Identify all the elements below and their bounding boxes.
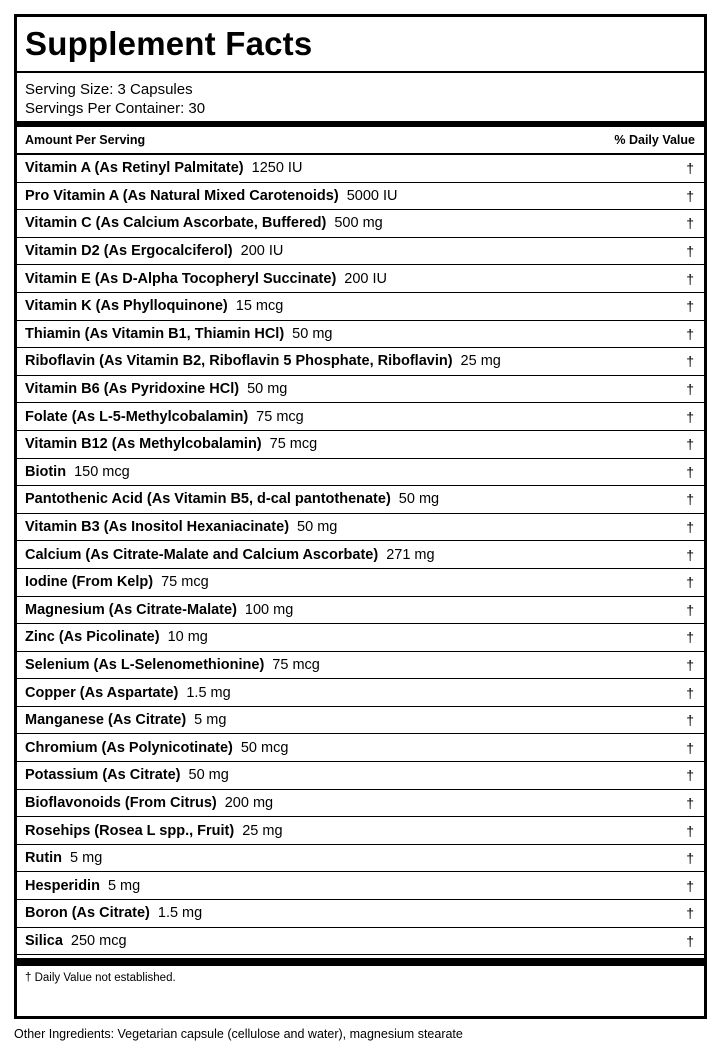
nutrient-row bbox=[17, 817, 704, 845]
nutrient-row bbox=[17, 514, 704, 542]
daily-value: † bbox=[686, 712, 694, 729]
daily-value: † bbox=[686, 767, 694, 784]
nutrient-row bbox=[17, 155, 704, 183]
nutrient-entry bbox=[25, 298, 283, 314]
nutrient-name: Thiamin (As Vitamin B1, Thiamin HCl) bbox=[25, 325, 285, 342]
nutrient-row bbox=[17, 928, 704, 956]
nutrient-entry bbox=[25, 685, 231, 701]
nutrient-amount: 75 mcg bbox=[161, 574, 209, 591]
nutrient-name: Riboflavin (As Vitamin B2, Riboflavin 5 Phosphate, Riboflavin) bbox=[25, 353, 453, 370]
nutrient-row bbox=[17, 762, 704, 790]
nutrient-row bbox=[17, 265, 704, 293]
nutrient-amount: 50 mg bbox=[398, 491, 440, 508]
nutrient-entry bbox=[25, 188, 397, 204]
daily-value: † bbox=[686, 353, 694, 370]
daily-value: † bbox=[686, 794, 694, 811]
daily-value: † bbox=[686, 408, 694, 425]
nutrient-row bbox=[17, 210, 704, 238]
nutrient-amount: 5 mg bbox=[107, 877, 141, 894]
daily-value: † bbox=[686, 325, 694, 342]
nutrient-entry bbox=[25, 353, 501, 369]
nutrient-amount: 1.5 mg bbox=[157, 905, 203, 922]
nutrient-name: Pro Vitamin A (As Natural Mixed Carotenoids) bbox=[25, 187, 339, 204]
thick-divider-bottom bbox=[17, 958, 704, 966]
nutrient-amount: 100 mg bbox=[244, 601, 294, 618]
daily-value: † bbox=[686, 187, 694, 204]
nutrient-row bbox=[17, 845, 704, 873]
nutrient-name: Copper (As Aspartate) bbox=[25, 684, 179, 701]
nutrient-entry bbox=[25, 215, 383, 231]
nutrient-entry bbox=[25, 823, 283, 839]
daily-value: † bbox=[686, 684, 694, 701]
daily-value: † bbox=[686, 877, 694, 894]
nutrient-amount: 25 mg bbox=[242, 822, 283, 839]
nutrient-row bbox=[17, 900, 704, 928]
nutrient-entry bbox=[25, 326, 332, 342]
daily-value: † bbox=[686, 436, 694, 453]
nutrient-entry bbox=[25, 933, 127, 949]
nutrient-name: Vitamin A (As Retinyl Palmitate) bbox=[25, 160, 244, 177]
nutrient-row bbox=[17, 431, 704, 459]
nutrient-name: Folate (As L-5-Methylcobalamin) bbox=[25, 408, 249, 425]
daily-value: † bbox=[686, 463, 694, 480]
nutrient-name: Rutin bbox=[25, 850, 63, 867]
nutrient-name: Hesperidin bbox=[25, 877, 100, 894]
nutrient-entry bbox=[25, 657, 320, 673]
nutrient-row bbox=[17, 183, 704, 211]
nutrient-row bbox=[17, 348, 704, 376]
daily-value: † bbox=[686, 215, 694, 232]
nutrient-amount: 200 IU bbox=[344, 270, 388, 287]
nutrient-name: Bioflavonoids (From Citrus) bbox=[25, 794, 217, 811]
nutrient-row bbox=[17, 652, 704, 680]
daily-value: † bbox=[686, 656, 694, 673]
nutrient-row bbox=[17, 679, 704, 707]
nutrient-name: Potassium (As Citrate) bbox=[25, 767, 181, 784]
nutrient-name: Selenium (As L-Selenomethionine) bbox=[25, 656, 265, 673]
nutrient-row bbox=[17, 872, 704, 900]
nutrient-amount: 50 mg bbox=[188, 767, 229, 784]
daily-value: † bbox=[686, 491, 694, 508]
nutrient-amount: 75 mcg bbox=[256, 408, 304, 425]
nutrient-name: Manganese (As Citrate) bbox=[25, 712, 187, 729]
daily-value: † bbox=[686, 905, 694, 922]
daily-value: † bbox=[686, 822, 694, 839]
nutrient-amount: 250 mcg bbox=[70, 932, 127, 949]
nutrient-entry bbox=[25, 629, 208, 645]
daily-value: † bbox=[686, 381, 694, 398]
nutrient-name: Vitamin C (As Calcium Ascorbate, Buffered) bbox=[25, 215, 327, 232]
nutrient-entry bbox=[25, 547, 435, 563]
nutrient-amount: 75 mcg bbox=[269, 436, 318, 453]
nutrient-entry bbox=[25, 740, 288, 756]
nutrient-row bbox=[17, 707, 704, 735]
nutrient-name: Vitamin B3 (As Inositol Hexaniacinate) bbox=[25, 519, 290, 536]
nutrient-name: Biotin bbox=[25, 463, 67, 480]
nutrient-name: Boron (As Citrate) bbox=[25, 905, 150, 922]
serving-info bbox=[17, 73, 704, 121]
nutrient-row bbox=[17, 376, 704, 404]
nutrient-row bbox=[17, 734, 704, 762]
supplement-facts-panel bbox=[14, 14, 707, 1019]
nutrient-name: Vitamin K (As Phylloquinone) bbox=[25, 298, 228, 315]
daily-value: † bbox=[686, 850, 694, 867]
nutrient-amount: 75 mcg bbox=[272, 656, 320, 673]
daily-value: † bbox=[686, 739, 694, 756]
daily-value: † bbox=[686, 546, 694, 563]
nutrient-name: Vitamin D2 (As Ergocalciferol) bbox=[25, 243, 233, 260]
nutrient-entry bbox=[25, 491, 439, 507]
nutrient-name: Calcium (As Citrate-Malate and Calcium Ascorbate) bbox=[25, 546, 379, 563]
nutrient-amount: 50 mg bbox=[247, 381, 288, 398]
nutrient-amount: 1250 IU bbox=[251, 160, 303, 177]
nutrient-entry bbox=[25, 160, 302, 176]
column-header bbox=[17, 127, 704, 155]
daily-value: † bbox=[686, 270, 694, 287]
nutrient-amount: 10 mg bbox=[167, 629, 208, 646]
nutrient-entry bbox=[25, 767, 229, 783]
servings-per-container: Servings Per Container: 30 bbox=[25, 100, 206, 117]
daily-value: † bbox=[686, 574, 694, 591]
nutrient-row bbox=[17, 624, 704, 652]
nutrient-list bbox=[17, 155, 704, 955]
nutrient-amount: 500 mg bbox=[334, 215, 383, 232]
nutrient-entry bbox=[25, 409, 304, 425]
nutrient-amount: 271 mg bbox=[386, 546, 435, 563]
nutrient-row bbox=[17, 569, 704, 597]
nutrient-row bbox=[17, 403, 704, 431]
nutrient-amount: 50 mcg bbox=[240, 739, 289, 756]
nutrient-name: Magnesium (As Citrate-Malate) bbox=[25, 601, 237, 618]
nutrient-name: Rosehips (Rosea L spp., Fruit) bbox=[25, 822, 235, 839]
daily-value: † bbox=[686, 601, 694, 618]
nutrient-name: Zinc (As Picolinate) bbox=[25, 629, 160, 646]
other-ingredients: Other Ingredients: Vegetarian capsule (cellulose and water), magnesium stearate bbox=[14, 1027, 463, 1041]
nutrient-amount: 150 mcg bbox=[74, 463, 130, 480]
amount-per-serving-label: Amount Per Serving bbox=[25, 133, 146, 147]
daily-value: † bbox=[686, 519, 694, 536]
nutrient-amount: 50 mg bbox=[292, 325, 333, 342]
nutrient-entry bbox=[25, 271, 387, 287]
nutrient-amount: 5 mg bbox=[194, 712, 227, 729]
nutrient-row bbox=[17, 486, 704, 514]
nutrient-amount: 1.5 mg bbox=[186, 684, 231, 701]
nutrient-name: Iodine (From Kelp) bbox=[25, 574, 154, 591]
nutrient-name: Vitamin B6 (As Pyridoxine HCl) bbox=[25, 381, 240, 398]
nutrient-amount: 15 mcg bbox=[235, 298, 284, 315]
nutrient-entry bbox=[25, 519, 337, 535]
nutrient-name: Vitamin E (As D-Alpha Tocopheryl Succinate) bbox=[25, 270, 337, 287]
nutrient-name: Vitamin B12 (As Methylcobalamin) bbox=[25, 436, 262, 453]
daily-value: † bbox=[686, 932, 694, 949]
daily-value-label: % Daily Value bbox=[614, 133, 695, 147]
nutrient-row bbox=[17, 238, 704, 266]
footnote: † Daily Value not established. bbox=[25, 972, 176, 985]
daily-value: † bbox=[686, 160, 694, 177]
nutrient-name: Silica bbox=[25, 932, 63, 949]
nutrient-entry bbox=[25, 712, 226, 728]
nutrient-entry bbox=[25, 905, 202, 921]
nutrient-amount: 200 IU bbox=[240, 243, 284, 260]
nutrient-entry bbox=[25, 878, 140, 894]
nutrient-amount: 50 mg bbox=[297, 519, 338, 536]
nutrient-entry bbox=[25, 436, 317, 452]
nutrient-entry bbox=[25, 243, 283, 259]
daily-value: † bbox=[686, 243, 694, 260]
panel-title: Supplement Facts bbox=[25, 25, 313, 62]
nutrient-name: Chromium (As Polynicotinate) bbox=[25, 739, 233, 756]
nutrient-row bbox=[17, 459, 704, 487]
nutrient-row bbox=[17, 541, 704, 569]
nutrient-amount: 25 mg bbox=[460, 353, 501, 370]
nutrient-row bbox=[17, 597, 704, 625]
nutrient-entry bbox=[25, 850, 102, 866]
nutrient-row bbox=[17, 790, 704, 818]
nutrient-row bbox=[17, 293, 704, 321]
nutrient-entry bbox=[25, 464, 130, 480]
nutrient-entry bbox=[25, 795, 273, 811]
nutrient-amount: 200 mg bbox=[224, 794, 274, 811]
serving-size: Serving Size: 3 Capsules bbox=[25, 81, 193, 98]
nutrient-entry bbox=[25, 574, 209, 590]
nutrient-entry bbox=[25, 602, 293, 618]
nutrient-row bbox=[17, 321, 704, 349]
nutrient-amount: 5000 IU bbox=[346, 187, 398, 204]
nutrient-name: Pantothenic Acid (As Vitamin B5, d-cal pantothenate) bbox=[25, 491, 391, 508]
nutrient-amount: 5 mg bbox=[70, 850, 103, 867]
daily-value: † bbox=[686, 298, 694, 315]
nutrient-entry bbox=[25, 381, 287, 397]
daily-value: † bbox=[686, 629, 694, 646]
